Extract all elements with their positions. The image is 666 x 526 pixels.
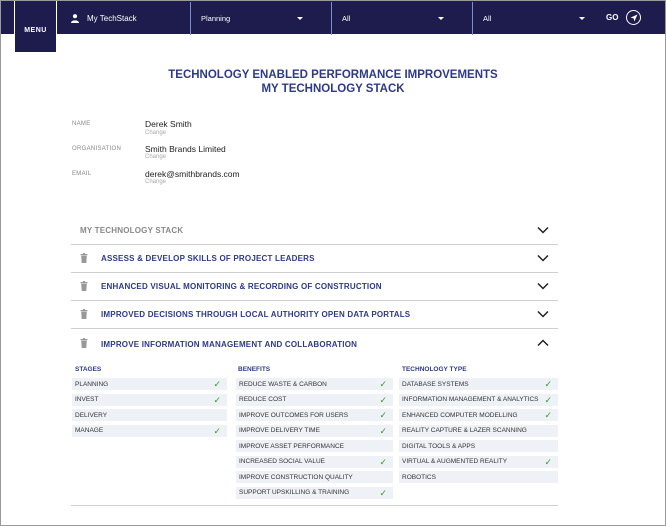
email-value: derek@smithbrands.com xyxy=(145,169,240,179)
menu-label: MENU xyxy=(24,27,47,34)
stage-label: MANAGE xyxy=(75,427,104,434)
user-icon xyxy=(71,14,79,23)
chevron-down-icon xyxy=(537,226,549,234)
chevron-down-icon xyxy=(438,17,444,20)
benefit-select-value: All xyxy=(342,14,351,23)
technology-row xyxy=(399,456,558,468)
technology-label: REALITY CAPTURE & LAZER SCANNING xyxy=(402,427,527,434)
benefit-row xyxy=(236,409,393,421)
email-label: EMAIL xyxy=(72,171,92,177)
check-icon: ✓ xyxy=(213,425,221,436)
chevron-down-icon xyxy=(579,17,585,20)
benefit-row xyxy=(236,394,393,406)
check-icon: ✓ xyxy=(544,456,552,467)
benefit-label: INCREASED SOCIAL VALUE xyxy=(239,458,325,465)
name-change-link[interactable]: Change xyxy=(145,130,167,136)
benefit-row xyxy=(236,456,393,468)
page-title-line1: TECHNOLOGY ENABLED PERFORMANCE IMPROVEMENTS xyxy=(168,69,498,81)
benefit-row xyxy=(236,471,393,483)
stage-select[interactable] xyxy=(190,2,331,35)
stack-item-label: IMPROVE INFORMATION MANAGEMENT AND COLLABORATION xyxy=(101,339,358,349)
check-icon: ✓ xyxy=(213,379,221,389)
technology-label: ROBOTICS xyxy=(402,473,436,481)
check-icon: ✓ xyxy=(379,394,387,405)
check-icon: ✓ xyxy=(379,487,387,498)
name-value: Derek Smith xyxy=(145,119,192,129)
technology-row xyxy=(399,378,558,390)
check-icon: ✓ xyxy=(379,379,387,389)
trash-icon[interactable] xyxy=(80,253,88,263)
benefit-label: REDUCE WASTE & CARBON xyxy=(239,380,327,388)
stack-item-label: ASSESS & DEVELOP SKILLS OF PROJECT LEADERS xyxy=(101,254,315,263)
stack-item-visual-monitoring[interactable] xyxy=(71,273,558,301)
benefit-row xyxy=(236,487,393,499)
technology-row xyxy=(399,394,558,406)
trash-icon[interactable] xyxy=(80,309,88,319)
stack-item-label: IMPROVED DECISIONS THROUGH LOCAL AUTHORITY OPEN DATA PORTALS xyxy=(101,310,411,319)
stage-label: INVEST xyxy=(75,396,99,403)
chevron-down-icon xyxy=(537,254,549,262)
benefit-select[interactable] xyxy=(331,2,472,35)
chevron-down-icon xyxy=(537,310,549,318)
my-technology-stack-header[interactable] xyxy=(71,217,558,245)
technology-label: INFORMATION MANAGEMENT & ANALYTICS xyxy=(402,396,539,403)
stage-select-value: Planning xyxy=(201,14,231,23)
benefit-label: IMPROVE DELIVERY TIME xyxy=(239,427,320,434)
stage-label: DELIVERY xyxy=(75,411,108,419)
user-label: My TechStack xyxy=(87,13,137,23)
technology-select-value: All xyxy=(483,14,492,23)
benefits-header: BENEFITS xyxy=(238,366,271,373)
benefit-label: SUPPORT UPSKILLING & TRAINING xyxy=(239,489,350,496)
benefit-label: IMPROVE OUTCOMES FOR USERS xyxy=(239,411,349,419)
check-icon: ✓ xyxy=(544,379,552,389)
my-techstack-link[interactable] xyxy=(71,10,137,26)
organisation-value: Smith Brands Limited xyxy=(145,144,226,154)
technology-row xyxy=(399,409,558,421)
go-button[interactable] xyxy=(606,10,641,25)
technology-row xyxy=(399,425,558,437)
stage-row xyxy=(72,378,227,390)
divider xyxy=(71,505,558,506)
stage-row xyxy=(72,425,227,437)
technology-label: VIRTUAL & AUGMENTED REALITY xyxy=(402,458,508,465)
technology-type-header: TECHNOLOGY TYPE xyxy=(402,366,467,373)
benefit-label: IMPROVE CONSTRUCTION QUALITY xyxy=(239,473,353,481)
check-icon: ✓ xyxy=(544,394,552,405)
stage-row xyxy=(72,409,227,421)
benefit-row xyxy=(236,378,393,390)
benefit-row xyxy=(236,425,393,437)
organisation-label: ORGANISATION xyxy=(72,146,122,152)
check-icon: ✓ xyxy=(213,394,221,405)
chevron-down-icon xyxy=(297,17,303,20)
benefit-row xyxy=(236,440,393,452)
stack-item-assess-skills[interactable] xyxy=(71,245,558,273)
benefit-label: REDUCE COST xyxy=(239,396,287,403)
technology-select[interactable] xyxy=(472,2,595,35)
top-nav-bar xyxy=(1,1,665,34)
name-label: NAME xyxy=(72,121,91,127)
page-title-line2: MY TECHNOLOGY STACK xyxy=(261,83,405,95)
stage-label: PLANNING xyxy=(75,380,109,388)
technology-label: DATABASE SYSTEMS xyxy=(402,380,469,388)
stage-row xyxy=(72,394,227,406)
trash-icon[interactable] xyxy=(80,338,88,348)
technology-row xyxy=(399,440,558,452)
organisation-change-link[interactable]: Change xyxy=(145,154,167,160)
technology-label: ENHANCED COMPUTER MODELLING xyxy=(402,411,518,419)
check-icon: ✓ xyxy=(544,410,552,420)
technology-row xyxy=(399,471,558,483)
stack-item-open-data-portals[interactable] xyxy=(71,301,558,329)
trash-icon[interactable] xyxy=(80,281,88,291)
check-icon: ✓ xyxy=(379,425,387,436)
navigate-arrow-icon xyxy=(626,10,641,25)
page-title xyxy=(0,68,666,96)
benefit-label: IMPROVE ASSET PERFORMANCE xyxy=(239,442,344,450)
menu-button[interactable] xyxy=(14,1,57,53)
chevron-down-icon xyxy=(537,282,549,290)
stack-header-label: MY TECHNOLOGY STACK xyxy=(80,226,184,235)
email-change-link[interactable]: Change xyxy=(145,179,167,185)
stack-item-label: ENHANCED VISUAL MONITORING & RECORDING OF CONSTRUCTION xyxy=(101,282,382,291)
check-icon: ✓ xyxy=(379,410,387,420)
chevron-up-icon xyxy=(537,339,549,347)
technology-label: DIGITAL TOOLS & APPS xyxy=(402,442,476,450)
stack-item-information-management[interactable] xyxy=(71,330,558,358)
stages-header: STAGES xyxy=(75,366,102,373)
check-icon: ✓ xyxy=(379,456,387,467)
go-label: GO xyxy=(606,13,619,22)
